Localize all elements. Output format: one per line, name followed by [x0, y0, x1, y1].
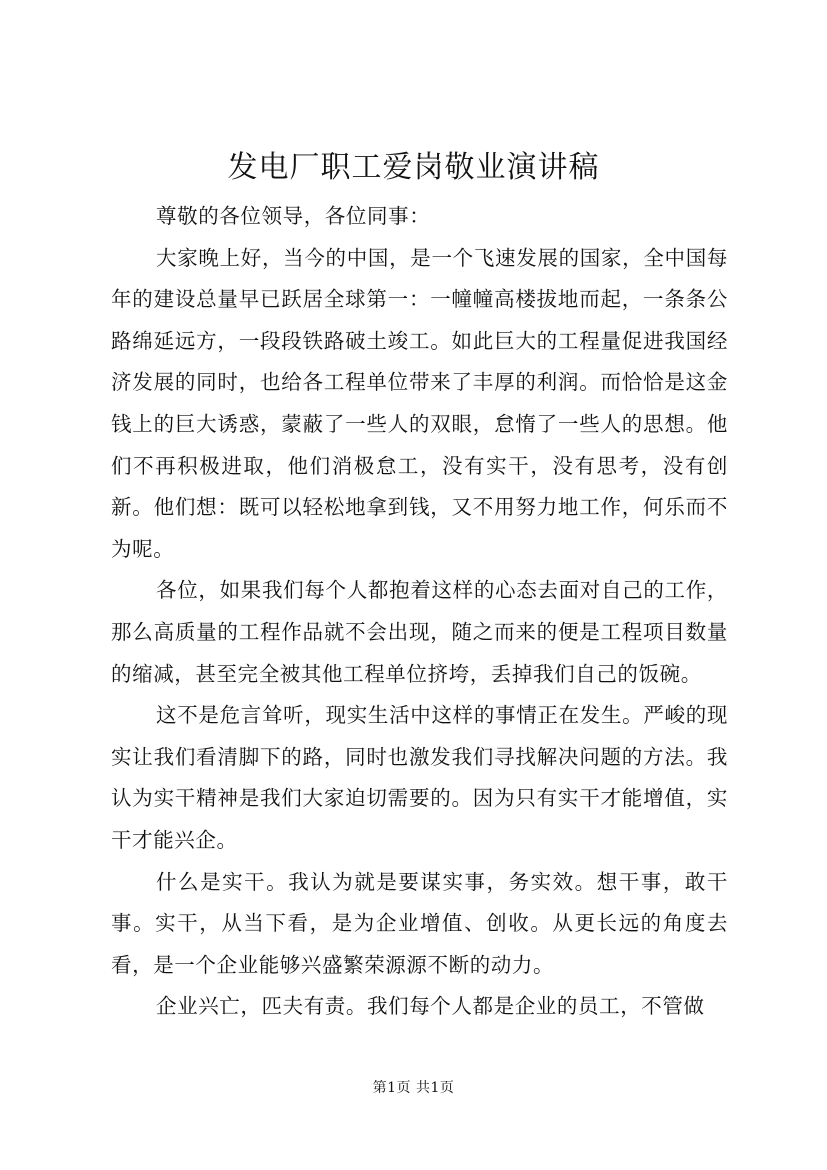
paragraph-salutation: 尊敬的各位领导，各位同事：: [156, 204, 431, 228]
page-footer: 第1页 共1页: [372, 1080, 455, 1096]
paragraph-1: 大家晚上好，当今的中国，是一个飞速发展的国家，全中国每年的建设总量早已跃居全球第一：一幢幢高楼拔地而起，一条条公路绵延远方，一段段铁路破土竣工。如此巨大的工程量促进我国经济发展的同时，也给各工程单位带来了丰厚的利润。而恰恰是这金钱上的巨大诱惑，蒙蔽了一些人的双眼，怠惰了一些人的思想。他们不再积极进取，他们消极怠工，没有实干，没有思考，没有创新。他们想：既可以轻松地拿到钱，又不用努力地工作，何乐而不为呢。: [111, 245, 728, 561]
paragraph-5: 企业兴亡，匹夫有责。我们每个人都是企业的员工，不管做: [156, 994, 705, 1019]
document-title: 发电厂职工爱岗敬业演讲稿: [227, 150, 600, 185]
paragraph-2: 各位，如果我们每个人都抱着这样的心态去面对自己的工作，那么高质量的工程作品就不会出现，随之而来的便是工程项目数量的缩减，甚至完全被其他工程单位挤垮，丢掉我们自己的饭碗。: [111, 578, 728, 686]
paragraph-3: 这不是危言耸听，现实生活中这样的事情正在发生。严峻的现实让我们看清脚下的路，同时也激发我们寻找解决问题的方法。我认为实干精神是我们大家迫切需要的。因为只有实干才能增值，实干才能兴企。: [111, 703, 728, 852]
document-body: [111, 196, 728, 1028]
paragraph-4: 什么是实干。我认为就是要谋实事，务实效。想干事，敢干事。实干，从当下看，是为企业增值、创收。从更长远的角度去看，是一个企业能够兴盛繁荣源源不断的动力。: [111, 869, 728, 977]
